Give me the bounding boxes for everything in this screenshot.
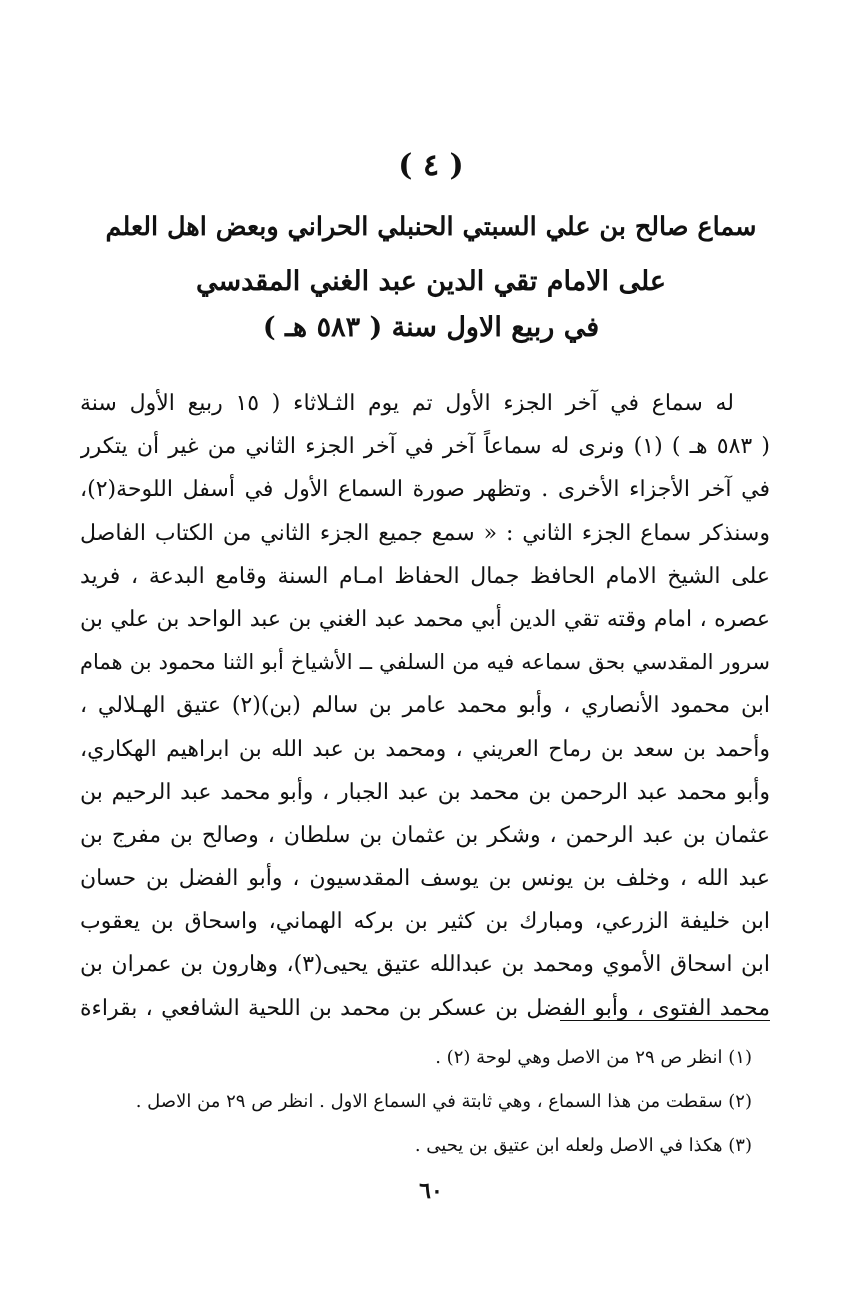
- body-line: وأبو محمد عبد الرحمن بن محمد بن عبد الجبار ، وأبو محمد عبد الرحيم بن: [80, 779, 770, 805]
- body-line: ابن محمود الأنصاري ، وأبو محمد عامر بن سالم (بن)(٢) عتيق الهـلالي ،: [80, 693, 770, 719]
- body-line: وأحمد بن سعد بن رماح العريني ، ومحمد بن عبد الله بن ابراهيم الهكاري،: [80, 736, 770, 762]
- footnotes: [92, 1036, 752, 1168]
- footnote-divider: [560, 1020, 770, 1021]
- body-line: وسنذكر سماع الجزء الثاني : « سمع جميع الجزء الثاني من الكتاب الفاصل: [80, 520, 770, 546]
- body-line: عبد الله ، وخلف بن يونس بن يوسف المقدسيون ، وأبو الفضل بن حسان: [80, 866, 770, 892]
- body-line: ( ٥٨٣ هـ ) (١) ونرى له سماعاً آخر في آخر الجزء الثاني من غير أن يتكرر: [80, 434, 770, 460]
- title-line-2: على الامام تقي الدين عبد الغني المقدسي: [195, 266, 667, 297]
- title-line-1: سماع صالح بن علي السبتي الحنبلي الحراني وبعض اهل العلم: [105, 212, 757, 242]
- body-line: على الشيخ الامام الحافظ جمال الحفاظ امـام السنة وقامع البدعة ، فريد: [80, 563, 770, 589]
- section-number: ( ٤ ): [398, 148, 464, 183]
- footnote-1: (١) انظر ص ٢٩ من الاصل وهي لوحة (٢) .: [435, 1047, 752, 1068]
- title-line-3: في ربيع الاول سنة ( ٥٨٣ هـ ): [262, 312, 600, 343]
- footnote-3: (٣) هكذا في الاصل ولعله ابن عتيق بن يحيى .: [414, 1135, 752, 1156]
- body-line: له سماع في آخر الجزء الأول تم يوم الثـلاثاء ( ١٥ ربيع الأول سنة: [80, 391, 734, 416]
- body-line: عصره ، امام وقته تقي الدين أبي محمد عبد الغني بن عبد الواحد بن علي بن: [80, 606, 770, 632]
- footnote-2: (٢) سقطت من هذا السماع ، وهي ثابتة في السماع الاول . انظر ص ٢٩ من الاصل .: [135, 1091, 752, 1112]
- body-line: عثمان بن عبد الرحمن ، وشكر بن عثمان بن سلطان ، وصالح بن مفرج بن: [80, 822, 770, 848]
- body-line: ابن خليفة الزرعي، ومبارك بن كثير بن بركه الهماني، واسحاق بن يعقوب: [80, 909, 770, 935]
- body-line: محمد الفتوى ، وأبو الفضل بن عسكر بن محمد بن اللحية الشافعي ، بقراءة: [80, 995, 770, 1021]
- body-line: ابن اسحاق الأموي ومحمد بن عبدالله عتيق يحيى(٣)، وهارون بن عمران بن: [80, 952, 770, 978]
- body-line: في آخر الأجزاء الأخرى . وتظهر صورة السماع الأول في أسفل اللوحة(٢)،: [80, 477, 770, 503]
- body-text: [80, 382, 770, 1030]
- page-number: ٦٠: [419, 1178, 443, 1204]
- body-line: سرور المقدسي بحق سماعه فيه من السلفي ــ الأشياخ أبو الثنا محمود بن همام: [80, 650, 770, 675]
